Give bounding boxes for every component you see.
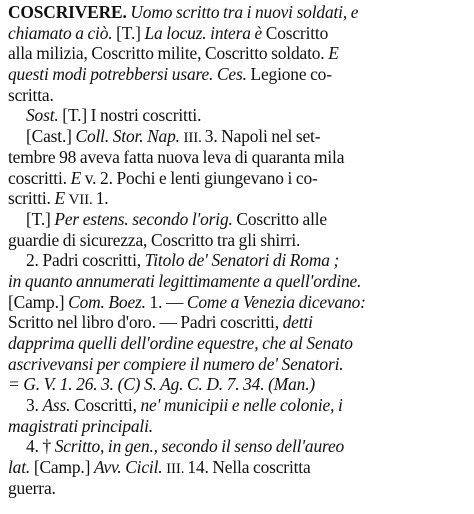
- source-tag: [T.]: [62, 105, 91, 126]
- quotation: ascrivevansi per compiere il numero de' Senatori.: [8, 353, 344, 374]
- entry-line: [8, 271, 466, 292]
- entry-line: [8, 333, 466, 354]
- entry-line: [8, 478, 466, 499]
- note: Per estens. secondo l'orig.: [54, 208, 237, 229]
- definition: Titolo de' Senatori di Roma ;: [144, 250, 340, 271]
- example-text: Legione co-: [250, 64, 332, 85]
- example-text: guerra.: [8, 477, 56, 498]
- note: La locuz. intera è: [144, 22, 266, 43]
- definition: chiamato a ciò.: [8, 22, 117, 43]
- entry-line: [8, 147, 466, 168]
- entry-line: [8, 395, 466, 416]
- source-tag: [Cast.]: [26, 126, 76, 147]
- citation-volume: VII.: [68, 192, 96, 209]
- note: E: [328, 43, 339, 64]
- headword: COSCRIVERE.: [8, 2, 131, 22]
- sense-label: Sost.: [26, 105, 63, 126]
- citation: Com. Boez.: [68, 291, 150, 312]
- entry-line: [8, 292, 466, 313]
- example-text: scritti.: [8, 188, 55, 209]
- reference-list: = G. V. 1. 26. 3. (C) S. Ag. C. D. 7. 34. (Man.): [8, 374, 316, 395]
- entry-line: [8, 312, 466, 333]
- entry-line: [8, 374, 466, 395]
- source-tag: [Camp.]: [33, 457, 94, 478]
- entry-line: [8, 436, 466, 457]
- entry-line: [8, 2, 466, 23]
- entry-line: [8, 188, 466, 209]
- entry-line: [8, 43, 466, 64]
- sense-heading: 3.: [26, 395, 43, 416]
- example-text: Scritto nel libro d'oro. — Padri coscritti,: [8, 312, 283, 333]
- example-text: Coscritto: [265, 22, 329, 43]
- example-text: tembre 98 aveva fatta nuova leva di quaranta mila: [8, 146, 345, 167]
- citation-volume: III.: [166, 461, 188, 478]
- entry-line: [8, 85, 466, 106]
- definition: in quanto annumerati legittimamente a quell'ordine.: [8, 270, 362, 291]
- citation: E: [54, 188, 69, 209]
- example-text: coscritti.: [8, 167, 71, 188]
- entry-line: [8, 230, 466, 251]
- entry-line: [8, 416, 466, 437]
- entry-line: [8, 64, 466, 85]
- definition: Uomo scritto tra i nuovi soldati, e: [130, 2, 359, 22]
- example-text: Coscritti,: [74, 395, 141, 416]
- quotation: detti: [282, 312, 313, 333]
- example-text: Coscritto alle: [236, 208, 328, 229]
- example-text: 14. Nella coscritta: [187, 457, 311, 478]
- source-tag: [T.]: [116, 22, 145, 43]
- dictionary-entry: [8, 2, 466, 499]
- example-text: 1.: [95, 188, 109, 209]
- example-text: 1. —: [149, 291, 187, 312]
- definition: magistrati principali.: [8, 415, 153, 436]
- entry-line: [8, 105, 466, 126]
- entry-line: [8, 126, 466, 147]
- definition: ne' municipii e nelle colonie, i: [140, 395, 343, 416]
- citation-volume: III.: [183, 130, 205, 147]
- citation: E: [70, 167, 85, 188]
- definition: lat.: [8, 457, 34, 478]
- example-text: I nostri coscritti.: [90, 105, 202, 126]
- source-tag: [Camp.]: [8, 291, 69, 312]
- entry-line: [8, 168, 466, 189]
- sense-heading: 4. †: [26, 436, 55, 457]
- note: questi modi potrebbersi usare. Ces.: [8, 64, 251, 85]
- example-text: alla milizia, Coscritto milite, Coscritto soldato.: [8, 43, 329, 64]
- citation: Avv. Cicil.: [93, 457, 167, 478]
- citation: Coll. Stor. Nap.: [75, 126, 184, 147]
- entry-line: [8, 23, 466, 44]
- quotation: Come a Venezia dicevano:: [186, 291, 366, 312]
- entry-line: [8, 457, 466, 478]
- entry-line: [8, 209, 466, 230]
- entry-line: [8, 354, 466, 375]
- example-text: guardie di sicurezza, Coscritto tra gli shirri.: [8, 229, 301, 250]
- sense-heading: 2. Padri coscritti,: [26, 250, 145, 271]
- source-tag: [T.]: [26, 208, 55, 229]
- example-text: v. 2. Pochi e lenti giungevano i co-: [84, 167, 318, 188]
- definition: Scritto, in gen., secondo il senso dell'aureo: [54, 436, 345, 457]
- sense-label: Ass.: [42, 395, 75, 416]
- example-text: 3. Napoli nel set-: [204, 126, 321, 147]
- entry-line: [8, 250, 466, 271]
- quotation: dapprima quelli dell'ordine equestre, che al Senato: [8, 333, 353, 353]
- example-text: scritta.: [8, 84, 54, 105]
